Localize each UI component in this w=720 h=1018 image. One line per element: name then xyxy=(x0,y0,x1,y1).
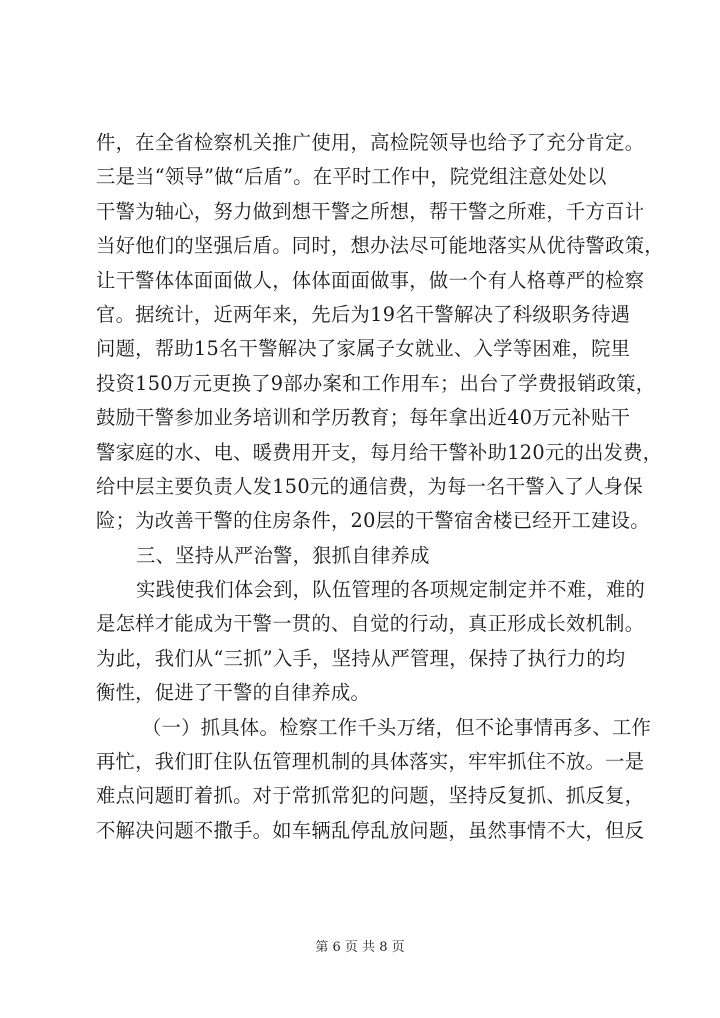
text-line: 实践使我们体会到，队伍管理的各项规定制定并不难，难的 xyxy=(136,578,646,602)
text-line: 警家庭的水、电、暖费用开支，每月给干警补助120元的出发费， xyxy=(96,440,663,464)
text-line: 投资150万元更换了9部办案和工作用车；出台了学费报销政策， xyxy=(96,371,656,395)
text-line: 当好他们的坚强后盾。同时，想办法尽可能地落实从优待警政策， xyxy=(96,234,664,258)
text-line: 给中层主要负责人发150元的通信费，为每一名干警入了人身保 xyxy=(96,474,643,498)
text-line: 让干警体体面面做人，体体面面做事，做一个有人格尊严的检察 xyxy=(96,268,645,292)
text-line: 险；为改善干警的住房条件，20层的干警宿舍楼已经开工建设。 xyxy=(96,509,650,533)
text-line: 鼓励干警参加业务培训和学历教育；每年拿出近40万元补贴干 xyxy=(96,406,631,430)
subsection-heading: （一）抓具体。检察工作千头万绪，但不论事情再多、工作 xyxy=(142,715,652,739)
text-line: 干警为轴心，努力做到想干警之所想，帮干警之所难，千方百计 xyxy=(96,199,645,223)
text-line: 三是当“领导”做“后盾”。在平时工作中，院党组注意处处以 xyxy=(96,165,607,189)
text-line: 件，在全省检察机关推广使用，高检院领导也给予了充分肯定。 xyxy=(96,131,645,154)
page-footer: 第 6 页 共 8 页 xyxy=(315,940,405,955)
text-line: 官。据统计，近两年来，先后为19名干警解决了科级职务待遇 xyxy=(96,302,631,326)
section-heading: 三、坚持从严治警，狠抓自律养成 xyxy=(136,543,430,567)
text-line: 衡性，促进了干警的自律养成。 xyxy=(96,681,371,705)
text-line: 再忙，我们盯住队伍管理机制的具体落实，牢牢抓住不放。一是 xyxy=(96,750,645,774)
text-line: 是怎样才能成为干警一贯的、自觉的行动，真正形成长效机制。 xyxy=(96,612,645,636)
text-line: 不解决问题不撒手。如车辆乱停乱放问题，虽然事情不大，但反 xyxy=(96,818,645,842)
text-line: 问题，帮助15名干警解决了家属子女就业、入学等困难，院里 xyxy=(96,337,631,361)
text-line: 难点问题盯着抓。对于常抓常犯的问题，坚持反复抓、抓反复， xyxy=(96,784,645,808)
text-line: 为此，我们从“三抓”入手，坚持从严管理，保持了执行力的均 xyxy=(96,646,626,670)
body-text xyxy=(96,126,668,848)
